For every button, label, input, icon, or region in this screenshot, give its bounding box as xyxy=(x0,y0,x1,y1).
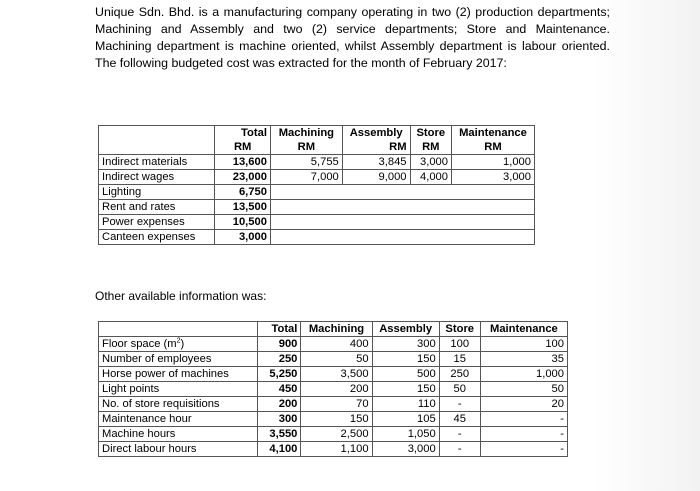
unit-machining: RM xyxy=(270,140,342,155)
table-cell: 1,000 xyxy=(480,367,567,382)
table-cell: 3,845 xyxy=(342,155,410,170)
table-cell: 250 xyxy=(258,352,301,367)
table-row xyxy=(99,215,535,230)
table-header-row xyxy=(99,322,568,337)
table-cell: 13,500 xyxy=(215,200,271,215)
table-cell: 150 xyxy=(301,412,372,427)
other-info-table xyxy=(98,321,568,457)
intro-paragraph: Unique Sdn. Bhd. is a manufacturing company operating in two (2) production departments; Machining and Assembly and two (2) service departments; Store and Maintenance. Machining department is machine oriented, whilst Assembly department is labour oriented. The following budgeted cost was extracted for the month of February 2017: xyxy=(95,5,610,70)
table-cell: 50 xyxy=(480,382,567,397)
table-cell: 2,500 xyxy=(301,427,372,442)
header-assembly: Assembly xyxy=(342,126,410,141)
table-cell: 3,000 xyxy=(452,170,535,185)
table-cell: 13,600 xyxy=(215,155,271,170)
table-row xyxy=(99,412,568,427)
table-cell: 5,755 xyxy=(270,155,342,170)
unit-assembly: RM xyxy=(342,140,410,155)
table-cell: 3,500 xyxy=(301,367,372,382)
table-cell: 1,000 xyxy=(452,155,535,170)
budgeted-cost-table xyxy=(98,125,535,245)
table-cell: Maintenance xyxy=(480,322,567,337)
table-cell: 100 xyxy=(439,337,480,352)
table-cell: 150 xyxy=(372,352,439,367)
table-cell: Canteen expenses xyxy=(102,231,196,243)
table-cell: - xyxy=(439,442,480,457)
table-cell: - xyxy=(480,442,567,457)
table-cell: 6,750 xyxy=(215,185,271,200)
table-cell: Lighting xyxy=(102,186,142,198)
table-cell: 3,000 xyxy=(410,155,451,170)
header-maintenance: Maintenance xyxy=(452,126,535,141)
table-cell: Indirect wages xyxy=(102,171,175,183)
table-cell: 250 xyxy=(439,367,480,382)
table-cell: Store xyxy=(439,322,480,337)
table-units-row xyxy=(99,140,535,155)
table-cell: 200 xyxy=(301,382,372,397)
table-cell: - xyxy=(439,397,480,412)
table-row xyxy=(99,155,535,170)
unit-store: RM xyxy=(410,140,451,155)
table-cell: 50 xyxy=(439,382,480,397)
table-cell: - xyxy=(480,412,567,427)
table-row xyxy=(99,185,535,200)
table-row xyxy=(99,427,568,442)
table-row xyxy=(99,352,568,367)
table-cell: 105 xyxy=(372,412,439,427)
table-cell: 500 xyxy=(372,367,439,382)
table-cell: Light points xyxy=(102,383,160,395)
unit-total: RM xyxy=(215,140,271,155)
table-cell: 1,050 xyxy=(372,427,439,442)
table-cell: 150 xyxy=(372,382,439,397)
table-cell: 900 xyxy=(258,337,301,352)
table-cell: Number of employees xyxy=(102,353,212,365)
table-cell: 10,500 xyxy=(215,215,271,230)
table-cell: Horse power of machines xyxy=(102,368,229,380)
table-cell: 15 xyxy=(439,352,480,367)
table-cell: 50 xyxy=(301,352,372,367)
table-cell: No. of store requisitions xyxy=(102,398,220,410)
table-cell: Assembly xyxy=(372,322,439,337)
table-cell: 4,000 xyxy=(410,170,451,185)
table-row xyxy=(99,170,535,185)
table-cell: 23,000 xyxy=(215,170,271,185)
table-cell: 3,550 xyxy=(258,427,301,442)
table-cell: Maintenance hour xyxy=(102,413,192,425)
header-machining: Machining xyxy=(270,126,342,141)
table-cell: 400 xyxy=(301,337,372,352)
table-cell: Indirect materials xyxy=(102,156,188,168)
table-row xyxy=(99,200,535,215)
table-cell: Rent and rates xyxy=(102,201,176,213)
header-total: Total xyxy=(215,126,271,141)
table-cell: 45 xyxy=(439,412,480,427)
table-header-row xyxy=(99,126,535,141)
table-cell: 20 xyxy=(480,397,567,412)
table-cell: 200 xyxy=(258,397,301,412)
table-cell: 450 xyxy=(258,382,301,397)
table-cell: Machine hours xyxy=(102,428,176,440)
table-row xyxy=(99,442,568,457)
table-cell: Total xyxy=(258,322,301,337)
table-cell: 70 xyxy=(301,397,372,412)
table-cell: 1,100 xyxy=(301,442,372,457)
table-cell: Machining xyxy=(301,322,372,337)
unit-maintenance: RM xyxy=(452,140,535,155)
table-cell: 3,000 xyxy=(372,442,439,457)
other-info-heading: Other available information was: xyxy=(95,289,267,303)
table-cell: Direct labour hours xyxy=(102,443,197,455)
table-cell: 35 xyxy=(480,352,567,367)
floor-space-label: Floor space $(m^2)$ xyxy=(102,337,185,350)
table-row xyxy=(99,382,568,397)
table-cell: 110 xyxy=(372,397,439,412)
table-cell: 300 xyxy=(258,412,301,427)
table-cell: - xyxy=(439,427,480,442)
table-row xyxy=(99,397,568,412)
table-cell: 5,250 xyxy=(258,367,301,382)
table-cell: 3,000 xyxy=(215,230,271,245)
table-row xyxy=(99,337,568,352)
table-cell: 300 xyxy=(372,337,439,352)
table-cell: 100 xyxy=(480,337,567,352)
table-cell: - xyxy=(480,427,567,442)
table-cell: 7,000 xyxy=(270,170,342,185)
header-store: Store xyxy=(410,126,451,141)
table-row xyxy=(99,367,568,382)
table-cell: Power expenses xyxy=(102,216,185,228)
table-row xyxy=(99,230,535,245)
table-cell: 4,100 xyxy=(258,442,301,457)
table-cell: 9,000 xyxy=(342,170,410,185)
